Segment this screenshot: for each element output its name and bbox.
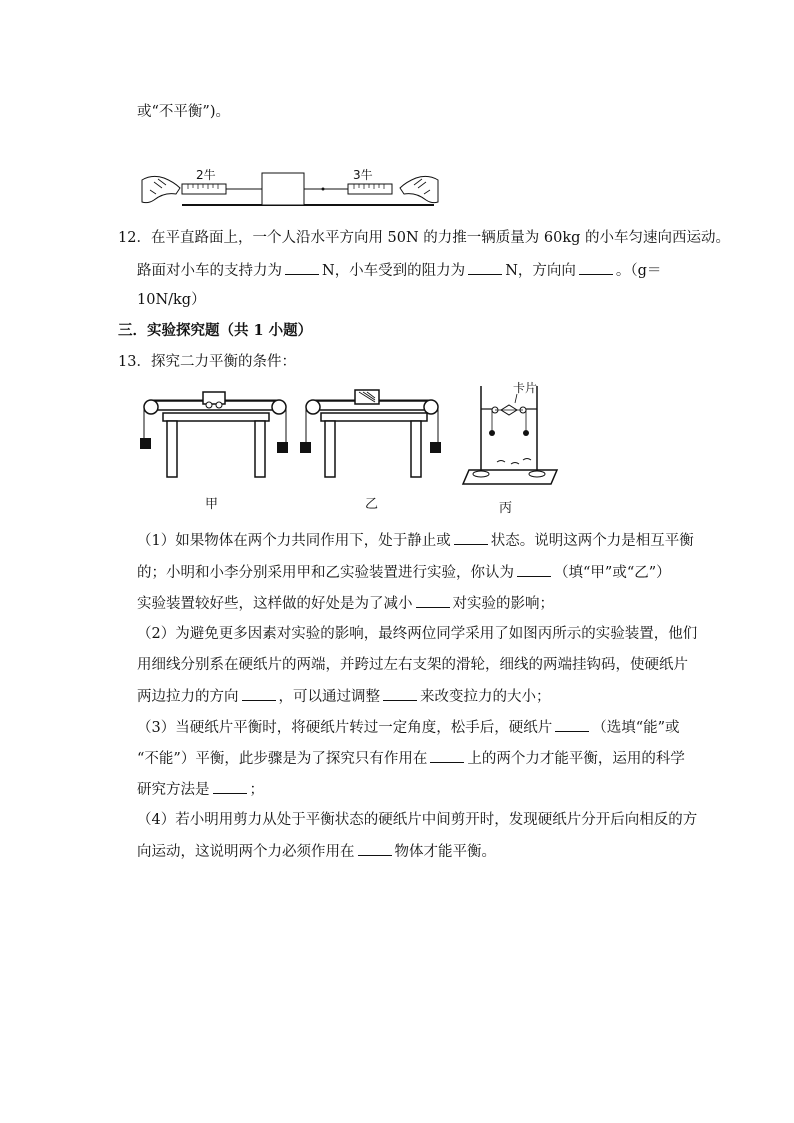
blank-motion-state[interactable] [454, 530, 488, 545]
setup-yi [300, 390, 441, 477]
card-label: 卡片 [513, 381, 538, 395]
left-hand [142, 176, 180, 202]
left-hand-fingers [150, 179, 166, 194]
cart-jia [203, 392, 225, 404]
blank-adjust-item[interactable] [383, 686, 417, 701]
q12-line1: 12．在平直路面上，一个人沿水平方向用 50N 的力推一辆质量为 60kg 的小车匀速向西运动。 [118, 230, 731, 246]
blank-method[interactable] [213, 779, 247, 794]
right-hand [400, 176, 438, 202]
q13-p2-line2: 用细线分别系在硬纸片的两端，并跨过左右支架的滑轮，细线的两端挂钩码，使硬纸片 [137, 657, 688, 673]
q13-p3-line2: “不能”）平衡，此步骤是为了探究只有作用在 上的两个力才能平衡，运用的科学 [137, 748, 685, 769]
q12-line3: 10N/kg） [137, 292, 206, 308]
q12-line2: 路面对小车的支持力为 N，小车受到的阻力为 N，方向向 。（g＝ [137, 260, 661, 281]
right-spring-scale [348, 184, 392, 194]
section-heading: 三．实验探究题（共 1 小题） [118, 322, 313, 339]
block [262, 173, 304, 205]
q13-p3-line3: 研究方法是 ； [137, 779, 264, 800]
blank-force-direction[interactable] [242, 686, 276, 701]
right-force-label: 3牛 [353, 168, 373, 182]
blank-resistance[interactable] [468, 260, 502, 275]
right-hand-fingers [414, 179, 430, 194]
left-force-label: 2牛 [196, 168, 216, 182]
blank-direction[interactable] [579, 260, 613, 275]
q13-p2-line1: （2）为避免更多因素对实验的影响，最终两位同学采用了如图丙所示的实验装置，他们 [137, 626, 698, 642]
blank-support-force[interactable] [285, 260, 319, 275]
blank-better-setup[interactable] [517, 562, 551, 577]
apparatus-figure [135, 380, 575, 520]
q13-p1-line2: 的；小明和小李分别采用甲和乙实验装置进行实验，你认为 （填“甲”或“乙”） [137, 562, 671, 583]
label-bing: 丙 [499, 501, 513, 516]
q13-p4-line1: （4）若小明用剪力从处于平衡状态的硬纸片中间剪开时，发现硬纸片分开后向相反的方 [137, 812, 698, 828]
setup-jia [140, 392, 288, 477]
q13-p1-line3: 实验装置较好些，这样做的好处是为了减小 对实验的影响； [137, 593, 554, 614]
q13-p1-line1: （1）如果物体在两个力共同作用下，处于静止或 状态。说明这两个力是相互平衡 [137, 530, 694, 551]
blank-can-balance[interactable] [555, 717, 589, 732]
label-jia: 甲 [205, 497, 219, 512]
blank-same-object[interactable] [358, 841, 392, 856]
spring-scale-figure [140, 162, 440, 214]
label-yi: 乙 [365, 497, 379, 512]
blank-same-line[interactable] [430, 748, 464, 763]
q11-tail: 或“不平衡”)。 [137, 104, 230, 120]
q13-p2-line3: 两边拉力的方向 ，可以通过调整 来改变拉力的大小； [137, 686, 551, 707]
q13-title: 13．探究二力平衡的条件： [118, 354, 296, 370]
left-spring-scale [182, 184, 226, 194]
setup-bing [463, 380, 557, 484]
q13-p3-line1: （3）当硬纸片平衡时，将硬纸片转过一定角度，松手后，硬纸片 （选填“能”或 [137, 717, 680, 738]
blank-reduce-factor[interactable] [416, 593, 450, 608]
q13-p4-line2: 向运动，这说明两个力必须作用在 物体才能平衡。 [137, 841, 496, 862]
